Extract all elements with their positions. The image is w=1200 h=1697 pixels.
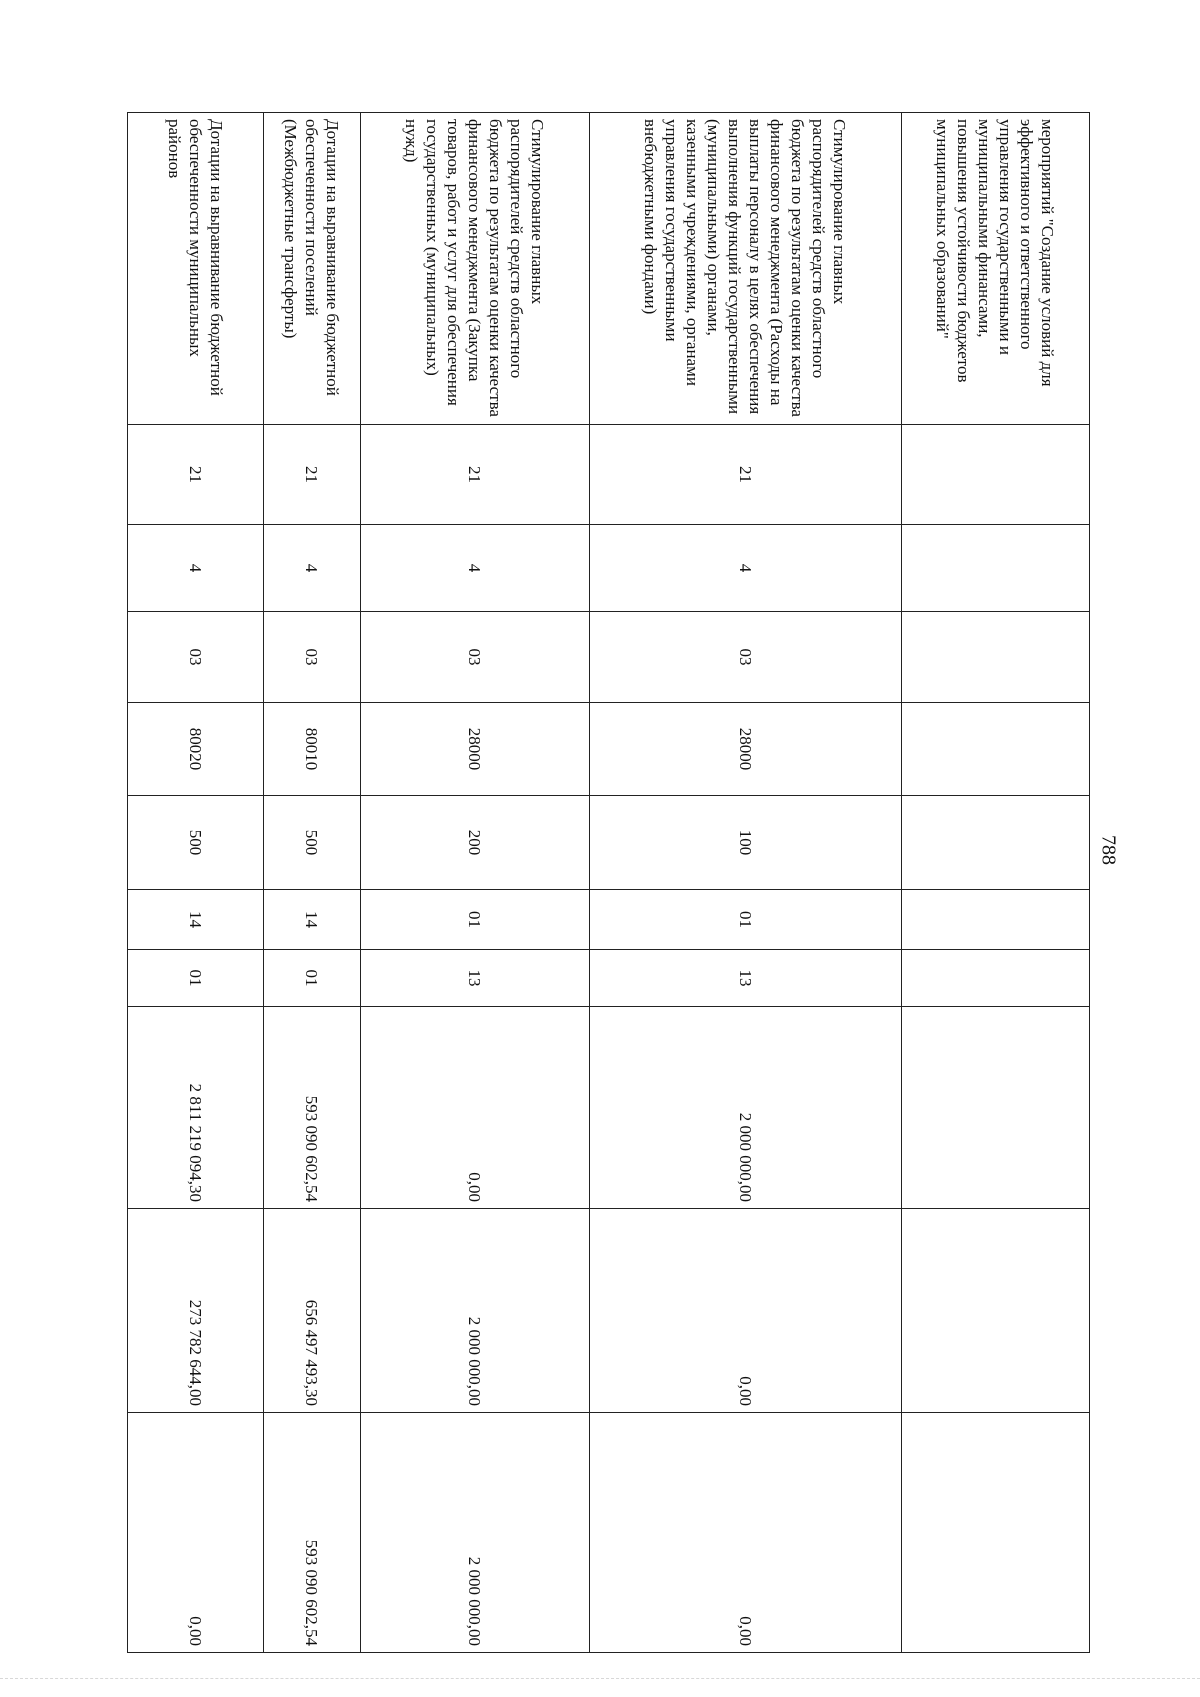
row-description: Дотации на выравнивание бюджетной обеспеченности муниципальных районов: [128, 113, 264, 425]
scan-edge-line: [0, 1678, 1200, 1680]
code-direction: 28000: [361, 703, 590, 796]
amount-year-2: 2 000 000,00: [361, 1209, 590, 1413]
amount-year-1: [902, 1007, 1090, 1209]
code-activity: 03: [361, 612, 590, 703]
amount-year-3: 2 000 000,00: [361, 1413, 590, 1653]
code-gov-program: 21: [361, 425, 590, 525]
amount-year-3: 0,00: [128, 1413, 264, 1653]
code-subsection: [902, 950, 1090, 1007]
code-section: 01: [361, 890, 590, 950]
code-subprogram: 4: [128, 525, 264, 612]
amount-year-3: 593 090 602,54: [264, 1413, 361, 1653]
code-expense-type: 100: [590, 796, 902, 890]
code-subprogram: 4: [264, 525, 361, 612]
table-row: [264, 113, 361, 1653]
code-subprogram: 4: [590, 525, 902, 612]
row-description: Дотации на выравнивание бюджетной обеспеченности поселений (Межбюджетные трансферты): [264, 113, 361, 425]
amount-year-2: 273 782 644,00: [128, 1209, 264, 1413]
code-direction: 28000: [590, 703, 902, 796]
code-section: 14: [264, 890, 361, 950]
amount-year-2: 0,00: [590, 1209, 902, 1413]
code-gov-program: 21: [264, 425, 361, 525]
code-subsection: 01: [128, 950, 264, 1007]
table-row: [590, 113, 902, 1653]
code-subsection: 01: [264, 950, 361, 1007]
code-subprogram: [902, 525, 1090, 612]
table-row: [361, 113, 590, 1653]
code-subsection: 13: [590, 950, 902, 1007]
amount-year-2: [902, 1209, 1090, 1413]
amount-year-3: 0,00: [590, 1413, 902, 1653]
code-gov-program: 21: [590, 425, 902, 525]
page-number: 788: [1097, 835, 1120, 865]
code-expense-type: 500: [128, 796, 264, 890]
code-activity: [902, 612, 1090, 703]
amount-year-2: 656 497 493,30: [264, 1209, 361, 1413]
code-activity: 03: [590, 612, 902, 703]
row-description: мероприятий "Создание условий для эффективного и ответственного управления государственными и муниципальными финансами, повышения устойчивости бюджетов муниципальных образований": [902, 113, 1090, 425]
amount-year-1: 2 811 219 094,30: [128, 1007, 264, 1209]
code-gov-program: [902, 425, 1090, 525]
code-activity: 03: [128, 612, 264, 703]
table-row: [128, 113, 264, 1653]
code-direction: 80020: [128, 703, 264, 796]
amount-year-1: 2 000 000,00: [590, 1007, 902, 1209]
code-section: 01: [590, 890, 902, 950]
row-description: Стимулирование главных распорядителей средств областного бюджета по результатам оценки качества финансового менеджмента (Расходы на выплаты персоналу в целях обеспечения выполнения функций государственными (муниципальными) органами, казенными учреждениями, органами управления государственными внебюджетными фондами): [590, 113, 902, 425]
code-subprogram: 4: [361, 525, 590, 612]
amount-year-3: [902, 1413, 1090, 1653]
row-description: Стимулирование главных распорядителей средств областного бюджета по результатам оценки качества финансового менеджмента (Закупка товаров, работ и услуг для обеспечения государственных (муниципальных) нужд): [361, 113, 590, 425]
code-expense-type: 500: [264, 796, 361, 890]
budget-table-container: [128, 112, 1090, 1652]
code-section: [902, 890, 1090, 950]
code-activity: 03: [264, 612, 361, 703]
budget-table: [127, 112, 1090, 1653]
code-expense-type: [902, 796, 1090, 890]
code-gov-program: 21: [128, 425, 264, 525]
code-section: 14: [128, 890, 264, 950]
amount-year-1: 0,00: [361, 1007, 590, 1209]
code-direction: 80010: [264, 703, 361, 796]
code-expense-type: 200: [361, 796, 590, 890]
code-subsection: 13: [361, 950, 590, 1007]
table-row: [902, 113, 1090, 1653]
amount-year-1: 593 090 602,54: [264, 1007, 361, 1209]
code-direction: [902, 703, 1090, 796]
